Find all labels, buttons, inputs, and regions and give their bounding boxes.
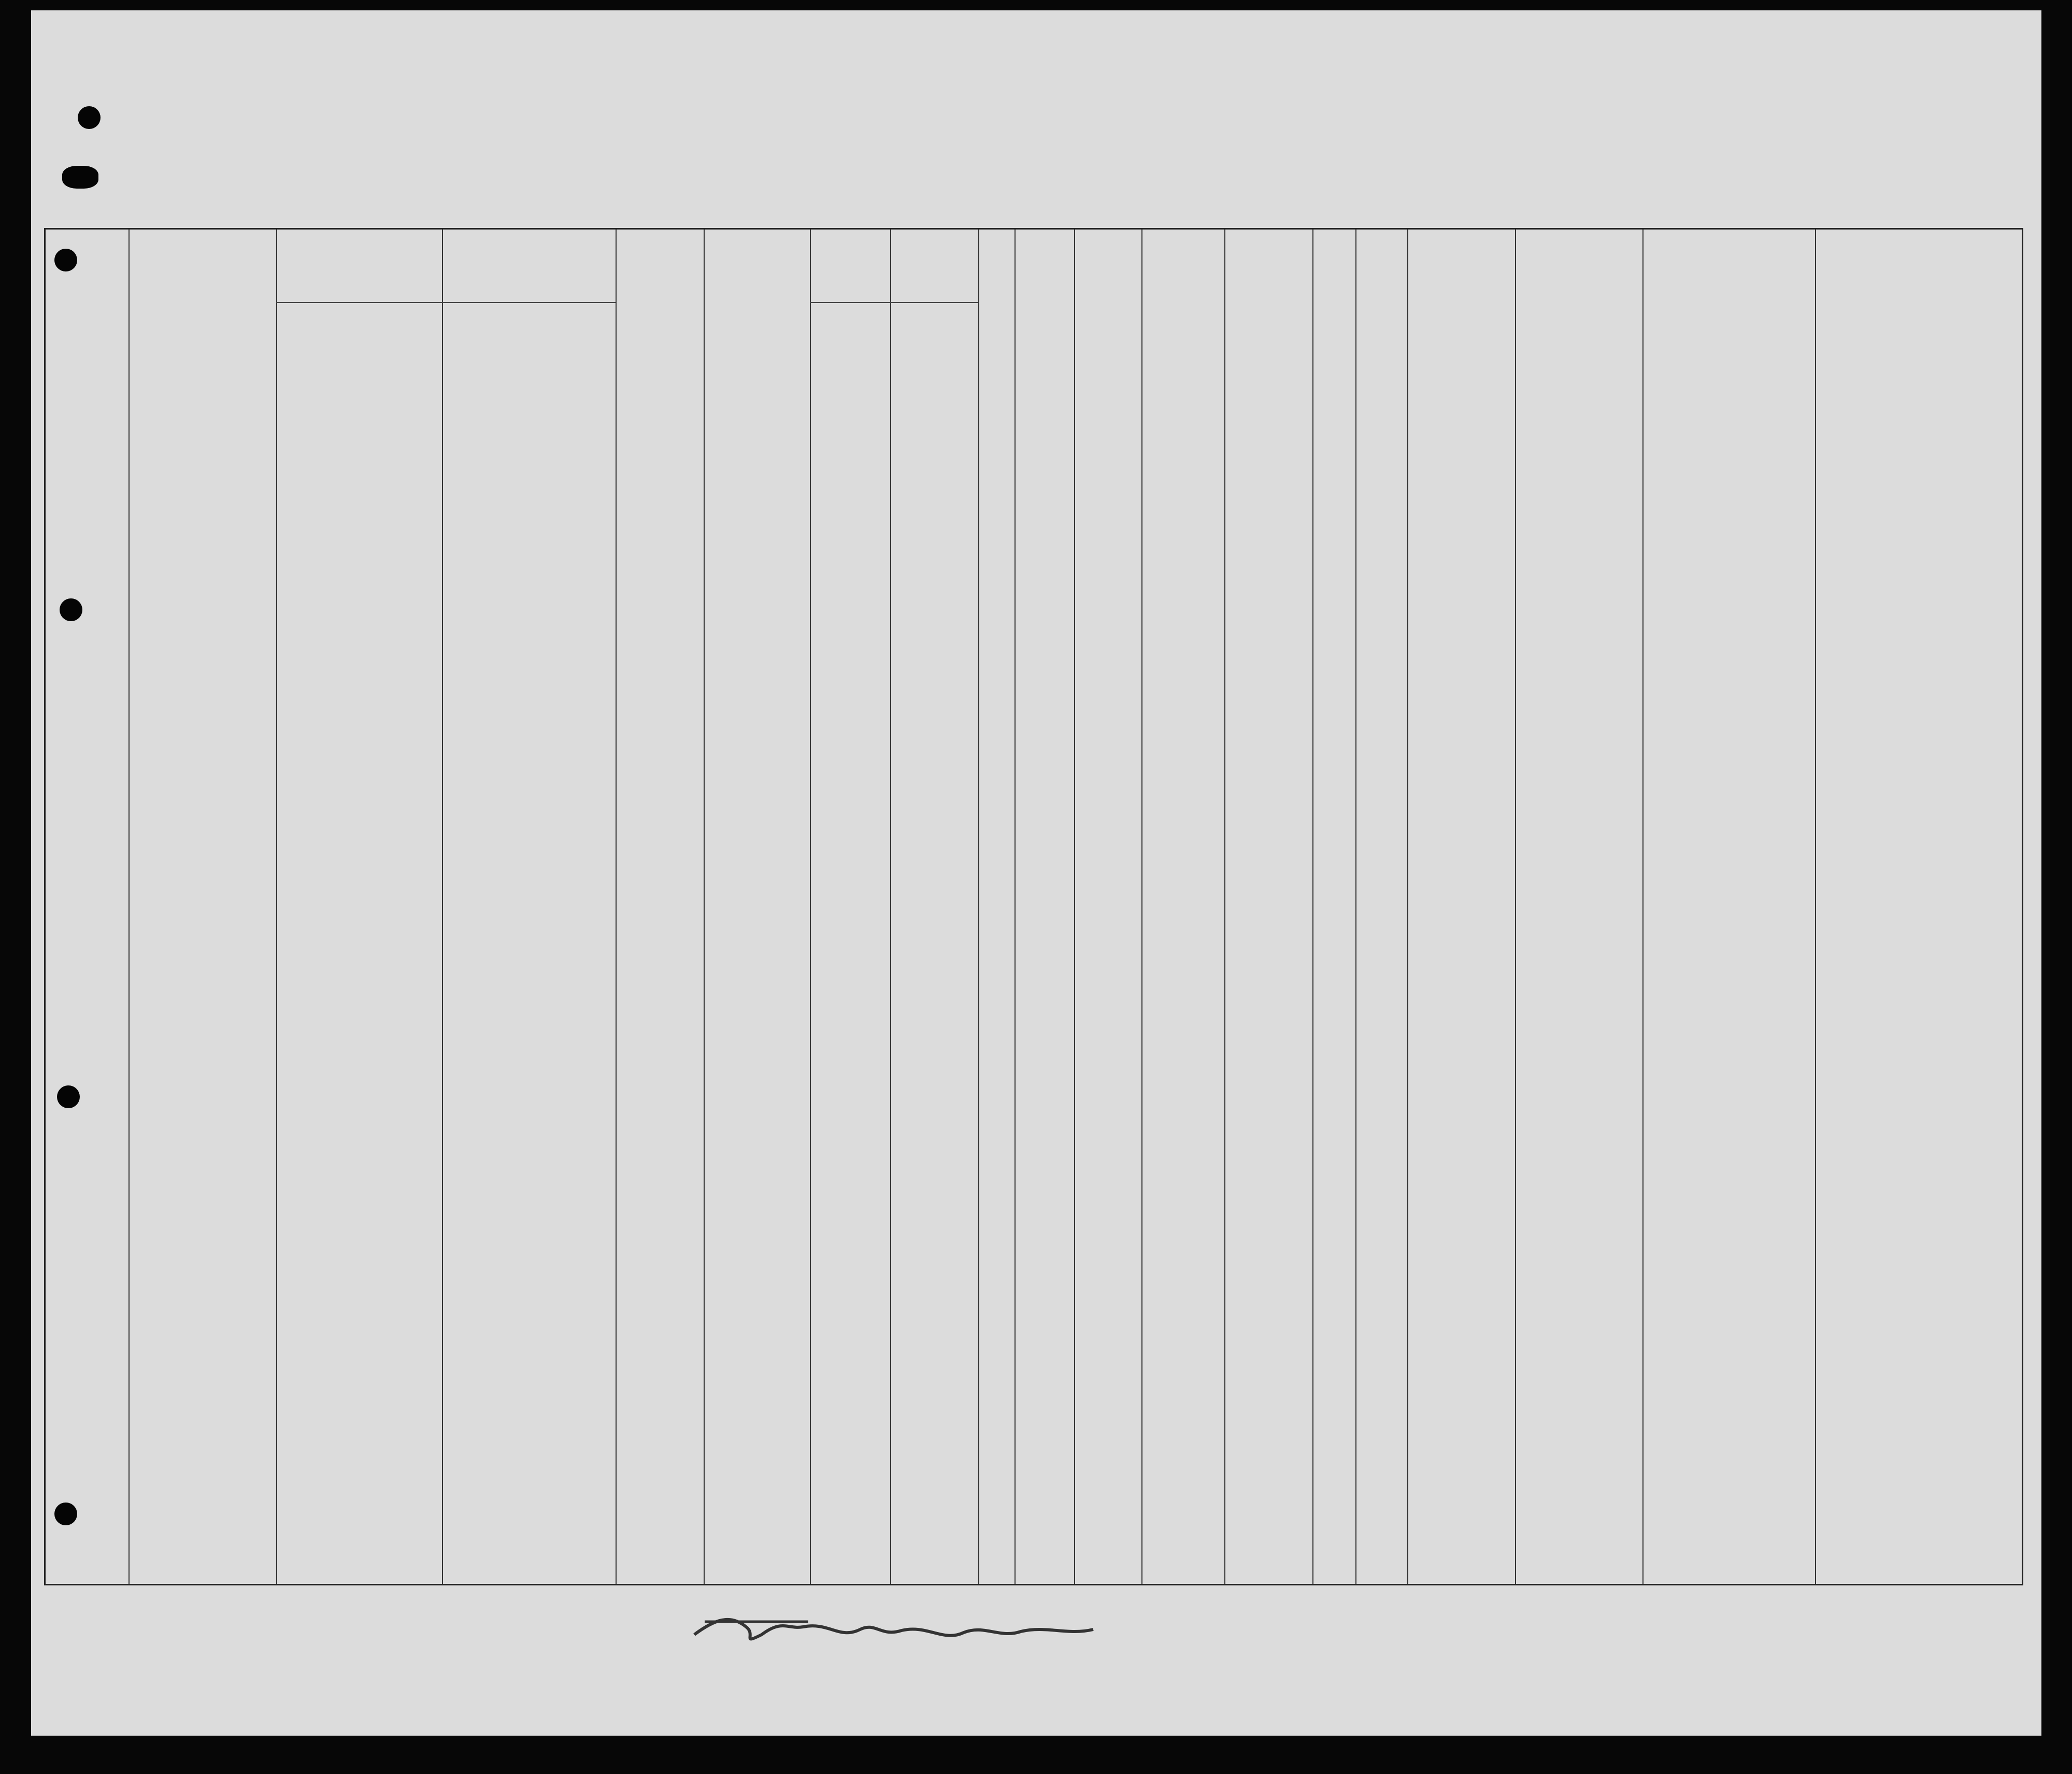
column-divider <box>616 230 617 1584</box>
column-divider <box>704 230 705 1584</box>
column-divider <box>978 230 979 1584</box>
column-divider <box>1141 230 1142 1584</box>
column-divider <box>1515 230 1516 1584</box>
column-divider <box>1014 230 1016 1584</box>
column-divider <box>810 230 811 1584</box>
subheader-rule <box>276 302 616 303</box>
column-divider <box>128 230 130 1584</box>
column-divider <box>890 230 891 1584</box>
crew-table <box>44 228 2023 1585</box>
punch-hole <box>62 166 98 189</box>
column-divider <box>1224 230 1225 1584</box>
column-divider <box>1815 230 1816 1584</box>
column-divider <box>1312 230 1313 1584</box>
column-divider <box>1355 230 1356 1584</box>
punch-hole <box>78 106 101 129</box>
inspector-signature <box>684 1598 1109 1661</box>
subheader-rule <box>810 302 978 303</box>
column-divider <box>1642 230 1644 1584</box>
column-divider <box>442 230 443 1584</box>
column-divider <box>1407 230 1408 1584</box>
column-divider <box>276 230 277 1584</box>
column-divider <box>1074 230 1075 1584</box>
manifest-sheet <box>31 10 2041 1736</box>
vessel-line <box>321 163 2031 205</box>
